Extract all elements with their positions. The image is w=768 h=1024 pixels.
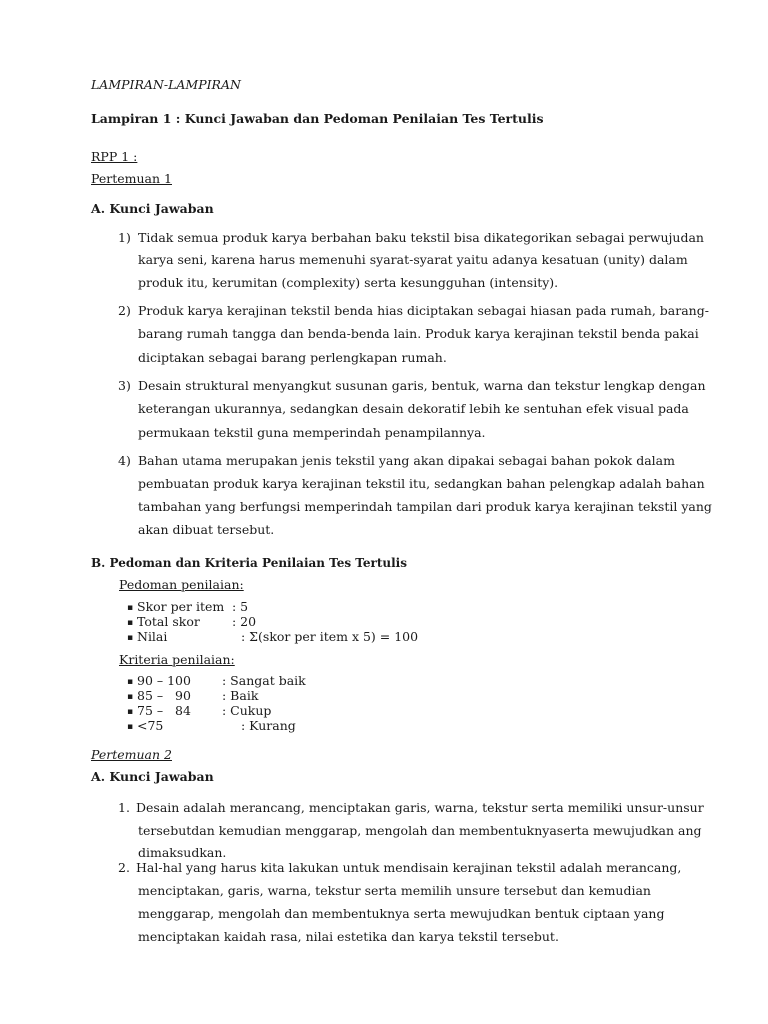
pertemuan-1-title: Pertemuan 1 xyxy=(91,171,172,186)
lampiran-title: Lampiran 1 : Kunci Jawaban dan Pedoman Penilaian Tes Tertulis xyxy=(91,111,544,126)
p2-item-2-line-2: menciptakan, garis, warna, tekstur serta memilih unsure tersebut dan kemudian xyxy=(138,883,651,898)
p1-item-4-line-3: tambahan yang berfungsi memperindah tampilan dari produk karya kerajinan tekstil yang xyxy=(138,499,712,514)
kriteria-row: ▪ 75 – 84 : Cukup xyxy=(127,703,272,718)
pedoman-label: Pedoman penilaian: xyxy=(119,577,244,592)
p1-item-3-line-2: keterangan ukurannya, sedangkan desain dekoratif lebih ke sentuhan efek visual pada xyxy=(138,401,689,416)
p1-item-4-line-2: pembuatan produk karya kerajinan tekstil itu, sedangkan bahan pelengkap adalah bahan xyxy=(138,476,705,491)
p2-item-2-line-4: menciptakan kaidah rasa, nilai estetika dan karya tekstil tersebut. xyxy=(138,929,559,944)
p2-item-1-line-3: dimaksudkan. xyxy=(138,845,227,860)
p1-item-3-line-1: Desain struktural menyangkut susunan garis, bentuk, warna dan tekstur lengkap dengan xyxy=(138,378,706,393)
p1-item-1-num: 1) xyxy=(118,230,131,245)
bullet-icon: ▪ xyxy=(127,618,134,628)
pedoman-row: ▪ Total skor : 20 xyxy=(127,614,257,629)
pedoman-row: ▪ Nilai : Σ(skor per item x 5) = 100 xyxy=(127,629,419,644)
p2-item-2-num: 2. xyxy=(118,860,130,875)
p1-item-2-line-1: Produk karya kerajinan tekstil benda hias diciptakan sebagai hiasan pada rumah, barang- xyxy=(138,303,709,318)
bullet-icon: ▪ xyxy=(127,707,134,717)
kriteria-label: Kriteria penilaian: xyxy=(119,652,235,667)
p1-item-4-num: 4) xyxy=(118,453,131,468)
pertemuan-2-title: Pertemuan 2 xyxy=(91,747,172,762)
p2-item-1-line-1: Desain adalah merancang, menciptakan garis, warna, tekstur serta memiliki unsur-unsur xyxy=(136,800,704,815)
p1-item-4-line-1: Bahan utama merupakan jenis tekstil yang akan dipakai sebagai bahan pokok dalam xyxy=(138,453,675,468)
p1-item-3-line-3: permukaan tekstil guna memperindah penampilannya. xyxy=(138,425,486,440)
kriteria-row: ▪ <75 : Kurang xyxy=(127,718,296,733)
kriteria-row: ▪ 90 – 100 : Sangat baik xyxy=(127,673,306,688)
p1-item-2-num: 2) xyxy=(118,303,131,318)
bullet-icon: ▪ xyxy=(127,692,134,702)
p1-item-1-line-1: Tidak semua produk karya berbahan baku tekstil bisa dikategorikan sebagai perwujudan xyxy=(138,230,704,245)
p1-item-1-line-2: karya seni, karena harus memenuhi syarat-syarat yaitu adanya kesatuan (unity) dalam xyxy=(138,252,688,267)
bullet-icon: ▪ xyxy=(127,677,134,687)
p2-section-a: A. Kunci Jawaban xyxy=(91,769,214,784)
p1-section-b: B. Pedoman dan Kriteria Penilaian Tes Tertulis xyxy=(91,556,407,570)
p1-section-a: A. Kunci Jawaban xyxy=(91,201,214,216)
pedoman-row: ▪ Skor per item : 5 xyxy=(127,599,249,614)
bullet-icon: ▪ xyxy=(127,603,134,613)
p2-item-2-line-3: menggarap, mengolah dan membentuknya serta mewujudkan bentuk ciptaan yang xyxy=(138,906,665,921)
p2-item-1-num: 1. xyxy=(118,800,130,815)
p1-item-2-line-3: diciptakan sebagai barang perlengkapan rumah. xyxy=(138,350,447,365)
p1-item-3-num: 3) xyxy=(118,378,131,393)
kriteria-row: ▪ 85 – 90 : Baik xyxy=(127,688,259,703)
p1-item-2-line-2: barang rumah tangga dan benda-benda lain. Produk karya kerajinan tekstil benda pakai xyxy=(138,326,699,341)
heading: LAMPIRAN-LAMPIRAN xyxy=(91,77,241,92)
bullet-icon: ▪ xyxy=(127,722,134,732)
p1-item-4-line-4: akan dibuat tersebut. xyxy=(138,522,275,537)
rpp-label: RPP 1 : xyxy=(91,149,138,164)
p2-item-2-line-1: Hal-hal yang harus kita lakukan untuk mendisain kerajinan tekstil adalah merancang, xyxy=(136,860,682,875)
bullet-icon: ▪ xyxy=(127,633,134,643)
p1-item-1-line-3: produk itu, kerumitan (complexity) serta kesungguhan (intensity). xyxy=(138,275,559,290)
p2-item-1-line-2: tersebutdan kemudian menggarap, mengolah dan membentuknyaserta mewujudkan ang xyxy=(138,823,702,838)
